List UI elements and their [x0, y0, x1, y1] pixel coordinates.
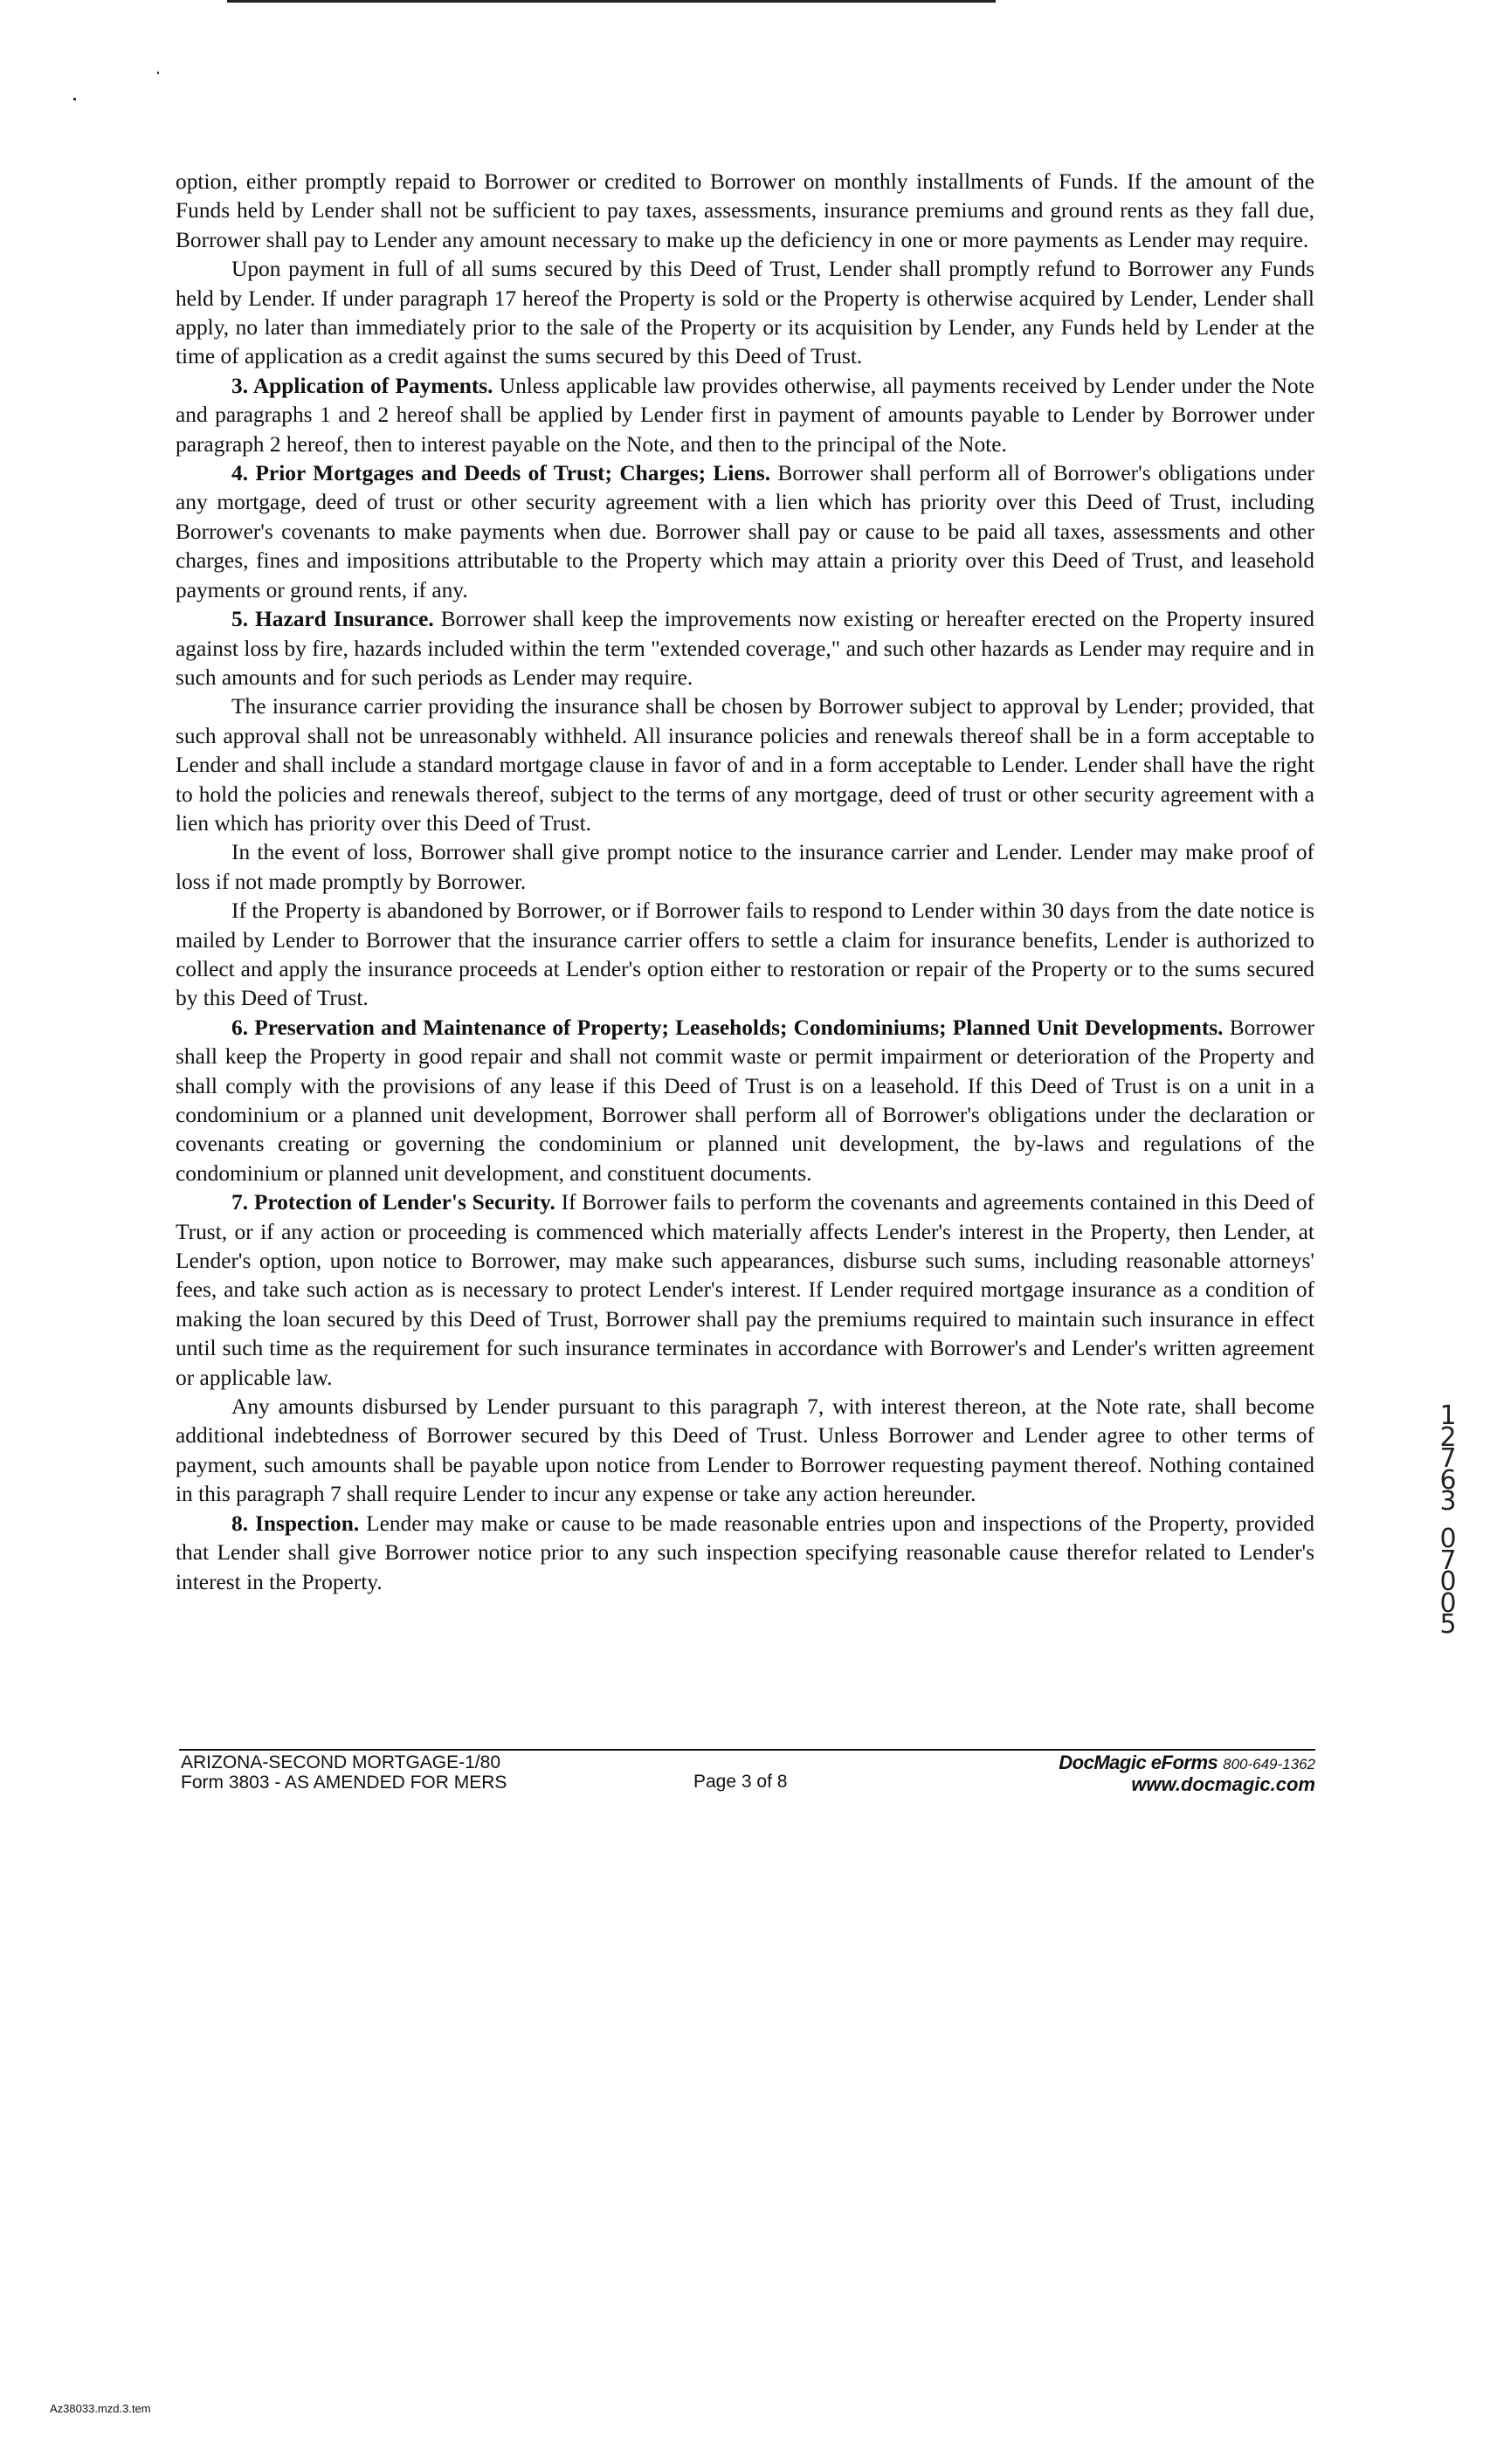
- paragraph-text: Borrower shall perform all of Borrower's obligations under any mortgage, deed of trust or other security agreement with a lien which has priority over this Deed of Trust, including Borrower's covenants to make payments when due. Borrower shall pay or cause to be paid all taxes, assessments and other charges, fines and impositions attributable to the Property which may attain a priority over this Deed of Trust, and leasehold payments or ground rents, if any.: [176, 461, 1314, 602]
- paragraph: [176, 459, 1314, 605]
- paragraph-text: option, either promptly repaid to Borrower or credited to Borrower on monthly installments of Funds. If the amount of the Funds held by Lender shall not be sufficient to pay taxes, assessments, insurance premiums and ground rents as they fall due, Borrower shall pay to Lender any amount necessary to make up the deficiency in one or more payments as Lender may require.: [176, 169, 1314, 252]
- paragraph-heading: 5. Hazard Insurance.: [231, 607, 434, 632]
- side-number-group-2: [1432, 1523, 1464, 1641]
- paragraph: [176, 692, 1314, 838]
- paragraph: [176, 168, 1314, 255]
- side-number-digit: 0: [1439, 1587, 1457, 1619]
- document-body: [176, 168, 1314, 1597]
- paragraph: [176, 1510, 1314, 1597]
- paragraph-text: Upon payment in full of all sums secured by this Deed of Trust, Lender shall promptly refund to Borrower any Funds held by Lender. If under paragraph 17 hereof the Property is sold or the Property is otherwise acquired by Lender, Lender shall apply, no later than immediately prior to the sale of the Property or its acquisition by Lender, any Funds held by Lender at the time of application as a credit against the sums secured by this Deed of Trust.: [176, 257, 1314, 369]
- paragraph-text: Lender may make or cause to be made reasonable entries upon and inspections of the Property, provided that Lender shall give Borrower notice prior to any such inspection specifying reasonable cause therefor related to Lender's interest in the Property.: [176, 1511, 1314, 1594]
- footer-rule: [179, 1749, 1315, 1751]
- paragraph-text: Borrower shall keep the improvements now existing or hereafter erected on the Property insured against loss by fire, hazards included within the term "extended coverage," and such other hazards as Lender may require and in such amounts and for such periods as Lender may require.: [176, 607, 1314, 690]
- paragraph-text: Any amounts disbursed by Lender pursuant to this paragraph 7, with interest thereon, at the Note rate, shall become additional indebtedness of Borrower secured by this Deed of Trust. Unless Borrower and Lender agree to other terms of payment, such amounts shall be payable upon notice from Lender to Borrower requesting payment thereof. Nothing contained in this paragraph 7 shall require Lender to incur any expense or take any action hereunder.: [176, 1394, 1314, 1507]
- template-code: Az38033.mzd.3.tem: [50, 2402, 151, 2415]
- paragraph: [176, 1188, 1314, 1393]
- paragraph: [176, 1014, 1314, 1188]
- scan-speck: [73, 98, 76, 100]
- paragraph: [176, 372, 1314, 459]
- scan-speck: [157, 72, 159, 74]
- paragraph-heading: 7. Protection of Lender's Security.: [231, 1190, 555, 1215]
- scan-top-line: [227, 0, 996, 3]
- footer-form-info: [181, 1752, 507, 1793]
- side-number-group-1: [1432, 1401, 1464, 1518]
- side-number-digit: 1: [1439, 1401, 1457, 1431]
- side-number-digit: 5: [1439, 1609, 1457, 1641]
- paragraph: [176, 897, 1314, 1014]
- side-number-digit: 7: [1439, 1545, 1457, 1576]
- paragraph-heading: 3. Application of Payments.: [231, 373, 493, 398]
- paragraph-text: If Borrower fails to perform the covenants and agreements contained in this Deed of Trust, or if any action or proceeding is commenced which materially affects Lender's interest in the Property, then Lender, at Lender's option, upon notice to Borrower, may make such appearances, disburse such sums, including reasonable attorneys' fees, and take such action as is necessary to protect Lender's interest. If Lender required mortgage insurance as a condition of making the loan secured by this Deed of Trust, Borrower shall pay the premiums required to maintain such insurance in effect until such time as the requirement for such insurance terminates in accordance with Borrower's and Lender's written agreement or applicable law.: [176, 1190, 1314, 1390]
- form-number: Form 3803 - AS AMENDED FOR MERS: [181, 1772, 507, 1793]
- paragraph: [176, 838, 1314, 897]
- form-title: ARIZONA-SECOND MORTGAGE-1/80: [181, 1752, 501, 1772]
- page-number: Page 3 of 8: [693, 1772, 788, 1792]
- paragraph-text: If the Property is abandoned by Borrower, or if Borrower fails to respond to Lender within 30 days from the date notice is mailed by Lender to Borrower that the insurance carrier offers to settle a claim for insurance benefits, Lender is authorized to collect and apply the insurance proceeds at Lender's option either to restoration or repair of the Property or to the sums secured by this Deed of Trust.: [176, 898, 1314, 1011]
- paragraph-heading: 8. Inspection.: [231, 1511, 360, 1536]
- paragraph-heading: 4. Prior Mortgages and Deeds of Trust; Charges; Liens.: [231, 461, 771, 486]
- docmagic-logo: DocMagic eForms: [1059, 1752, 1218, 1773]
- paragraph-text: In the event of loss, Borrower shall give prompt notice to the insurance carrier and Lender. Lender may make proof of loss if not made promptly by Borrower.: [176, 840, 1314, 894]
- paragraph-text: The insurance carrier providing the insurance shall be chosen by Borrower subject to approval by Lender; provided, that such approval shall not be unreasonably withheld. All insurance policies and renewals thereof shall be in a form acceptable to Lender and shall include a standard mortgage clause in favor of and in a form acceptable to Lender. Lender shall have the right to hold the policies and renewals thereof, subject to the terms of any mortgage, deed of trust or other security agreement with a lien which has priority over this Deed of Trust.: [176, 694, 1314, 836]
- paragraph: [176, 605, 1314, 692]
- docmagic-url: www.docmagic.com: [1131, 1773, 1315, 1795]
- side-number-digit: 3: [1439, 1486, 1457, 1518]
- paragraph-heading: 6. Preservation and Maintenance of Property; Leaseholds; Condominiums; Planned Unit Developments.: [231, 1015, 1224, 1040]
- side-number-digit: 0: [1439, 1523, 1457, 1554]
- paragraph-text: Borrower shall keep the Property in good repair and shall not commit waste or permit impairment or deterioration of the Property and shall comply with the provisions of any lease if this Deed of Trust is on a leasehold. If this Deed of Trust is on a unit in a condominium or a planned unit development, Borrower shall perform all of Borrower's obligations under the declaration or covenants creating or governing the condominium or planned unit development, the by-laws and regulations of the condominium or planned unit development, and constituent documents.: [176, 1015, 1314, 1186]
- paragraph: [176, 255, 1314, 372]
- side-number-digit: 0: [1439, 1566, 1457, 1598]
- footer-vendor-info: [1059, 1752, 1315, 1794]
- side-number-digit: 7: [1439, 1443, 1457, 1475]
- paragraph-text: Unless applicable law provides otherwise, all payments received by Lender under the Note and paragraphs 1 and 2 hereof shall be applied by Lender first in payment of amounts payable to Lender by Borrower under paragraph 2 hereof, then to interest payable on the Note, and then to the principal of the Note.: [176, 373, 1314, 457]
- side-number-digit: 6: [1439, 1464, 1457, 1496]
- paragraph: [176, 1393, 1314, 1510]
- side-recording-number: [1432, 1401, 1464, 1641]
- docmagic-phone: 800-649-1362: [1223, 1756, 1315, 1772]
- side-number-digit: 2: [1439, 1421, 1457, 1453]
